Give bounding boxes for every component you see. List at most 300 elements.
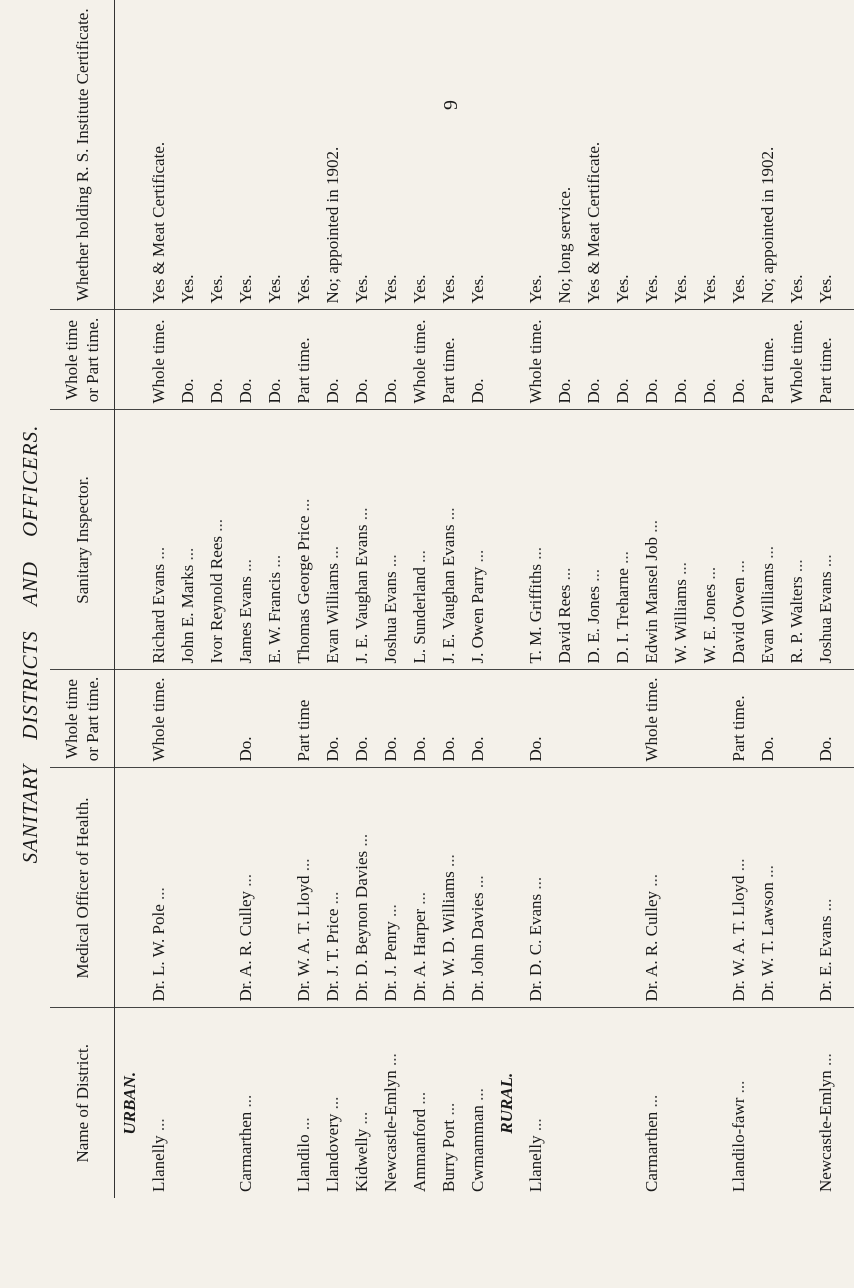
header-mo-time: Whole time or Part time.	[50, 670, 115, 768]
sanitary-inspector	[724, 410, 753, 670]
district-name	[231, 1008, 260, 1198]
sanitary-inspector-text: W. E. Jones	[700, 583, 719, 664]
district-name	[695, 1008, 724, 1198]
title-word: SANITARY	[18, 763, 42, 864]
certificate-status-text: Yes.	[729, 274, 748, 304]
leader-dots: ...	[816, 554, 835, 572]
district-name	[173, 1008, 202, 1198]
district-name	[811, 1008, 840, 1198]
mo-time-text: Do.	[410, 736, 429, 762]
table-row	[811, 0, 840, 1198]
mo-time	[144, 670, 173, 768]
si-time-text: Do.	[178, 378, 197, 404]
page-title	[18, 0, 43, 1288]
leader-dots: ...	[149, 1118, 168, 1136]
leader-dots: ...	[236, 559, 255, 577]
si-time-text: Do.	[700, 378, 719, 404]
leader-dots: ...	[816, 898, 835, 916]
sanitary-inspector-text: John E. Marks	[178, 564, 197, 664]
certificate-status-text: No; appointed in 1902.	[758, 146, 777, 304]
title-word: AND	[18, 561, 42, 607]
si-time-text: Whole time.	[526, 319, 545, 404]
si-time-text: Do.	[323, 378, 342, 404]
medical-officer	[434, 768, 463, 1008]
mo-time	[550, 670, 579, 768]
header-medical-officer: Medical Officer of Health.	[50, 768, 115, 1008]
medical-officer	[521, 768, 550, 1008]
sanitary-inspector	[173, 410, 202, 670]
district-name-text: Newcastle-Emlyn	[816, 1070, 835, 1192]
si-time-text: Do.	[352, 378, 371, 404]
mo-time	[318, 670, 347, 768]
sanitary-inspector	[637, 410, 666, 670]
certificate-status	[521, 0, 550, 310]
header-district: Name of District.	[50, 1008, 115, 1198]
district-name	[347, 1008, 376, 1198]
table-row	[695, 0, 724, 1198]
district-name	[405, 1008, 434, 1198]
certificate-status	[405, 0, 434, 310]
leader-dots: ...	[468, 875, 487, 893]
leader-dots: ...	[381, 554, 400, 572]
mo-time	[782, 670, 811, 768]
medical-officer	[405, 768, 434, 1008]
certificate-status	[811, 0, 840, 310]
certificate-status	[260, 0, 289, 310]
spacer-cell	[840, 768, 854, 1008]
sanitary-inspector-text: R. P. Walters	[787, 576, 806, 664]
certificate-status	[318, 0, 347, 310]
medical-officer-text: Dr. J. T. Price	[323, 908, 342, 1002]
medical-officer	[550, 768, 579, 1008]
sanitary-inspector	[695, 410, 724, 670]
certificate-status	[347, 0, 376, 310]
district-name	[637, 1008, 666, 1198]
certificate-status	[289, 0, 318, 310]
si-time	[260, 310, 289, 410]
empty-cell	[492, 0, 521, 310]
medical-officer	[666, 768, 695, 1008]
sanitary-inspector	[289, 410, 318, 670]
sanitary-inspector	[811, 410, 840, 670]
table-row	[434, 0, 463, 1198]
medical-officer	[289, 768, 318, 1008]
table-row	[376, 0, 405, 1198]
sanitary-inspector-text: T. M. Griffiths	[526, 564, 545, 664]
medical-officer	[144, 768, 173, 1008]
certificate-status-text: Yes.	[439, 274, 458, 304]
district-name	[144, 1008, 173, 1198]
mo-time	[289, 670, 318, 768]
si-time-text: Whole time.	[787, 319, 806, 404]
certificate-status	[550, 0, 579, 310]
medical-officer	[608, 768, 637, 1008]
medical-officer	[753, 768, 782, 1008]
district-name-text: Burry Port	[439, 1119, 458, 1192]
certificate-status-text: Yes & Meat Certificate.	[584, 141, 603, 304]
table-row	[318, 0, 347, 1198]
sanitary-inspector-text: Richard Evans	[149, 563, 168, 664]
district-name-text: Llandovery	[323, 1113, 342, 1192]
certificate-status-text: Yes & Meat Certificate.	[149, 141, 168, 304]
mo-time	[811, 670, 840, 768]
section-label-text: URBAN.	[120, 1071, 139, 1135]
medical-officer	[260, 768, 289, 1008]
table-row	[579, 0, 608, 1198]
sanitary-inspector-text: Evan Williams	[758, 562, 777, 664]
sanitary-inspector-text: L. Sunderland	[410, 567, 429, 664]
mo-time	[260, 670, 289, 768]
medical-officer	[231, 768, 260, 1008]
mo-time-text: Part time	[294, 699, 313, 762]
mo-time	[173, 670, 202, 768]
leader-dots: ...	[352, 507, 371, 525]
si-time-text: Do.	[236, 378, 255, 404]
district-name	[550, 1008, 579, 1198]
medical-officer	[376, 768, 405, 1008]
empty-cell	[115, 768, 145, 1008]
sanitary-inspector	[202, 410, 231, 670]
certificate-status-text: No; long service.	[555, 186, 574, 304]
mo-time-text: Do.	[352, 736, 371, 762]
certificate-status	[753, 0, 782, 310]
district-name	[318, 1008, 347, 1198]
table-row	[144, 0, 173, 1198]
si-time	[405, 310, 434, 410]
sanitary-inspector-text: Evan Williams	[323, 562, 342, 664]
leader-dots: ...	[787, 559, 806, 577]
medical-officer	[811, 768, 840, 1008]
leader-dots: ...	[410, 1091, 429, 1109]
sanitary-inspector-text: Joshua Evans	[381, 571, 400, 664]
certificate-status-text: Yes.	[526, 274, 545, 304]
si-time	[666, 310, 695, 410]
leader-dots: ...	[671, 562, 690, 580]
mo-time-text: Do.	[468, 736, 487, 762]
mo-time-text: Part time.	[729, 695, 748, 762]
certificate-status-text: Yes.	[700, 274, 719, 304]
si-time-text: Do.	[729, 378, 748, 404]
si-time	[318, 310, 347, 410]
si-time-text: Do.	[555, 378, 574, 404]
sanitary-inspector	[666, 410, 695, 670]
mo-time-text: Do.	[816, 736, 835, 762]
sanitary-inspector	[463, 410, 492, 670]
certificate-status	[724, 0, 753, 310]
sanitary-inspector	[579, 410, 608, 670]
table-row	[173, 0, 202, 1198]
sanitary-inspector	[782, 410, 811, 670]
medical-officer	[782, 768, 811, 1008]
leader-dots: ...	[178, 547, 197, 565]
header-row	[50, 0, 115, 1198]
leader-dots: ...	[323, 1096, 342, 1114]
mo-time	[637, 670, 666, 768]
leader-dots: ...	[410, 891, 429, 909]
medical-officer	[173, 768, 202, 1008]
table-row	[782, 0, 811, 1198]
district-name	[434, 1008, 463, 1198]
mo-time	[347, 670, 376, 768]
medical-officer-text: Dr. E. Evans	[816, 915, 835, 1002]
leader-dots: ...	[758, 545, 777, 563]
district-name-text: Carmarthen	[642, 1111, 661, 1192]
table-row	[637, 0, 666, 1198]
leader-dots: ...	[207, 519, 226, 537]
leader-dots: ...	[700, 566, 719, 584]
sanitary-inspector-text: E. W. Francis	[265, 571, 284, 664]
si-time	[521, 310, 550, 410]
district-name-text: Cwmamman	[468, 1105, 487, 1192]
leader-dots: ...	[526, 876, 545, 894]
district-name	[463, 1008, 492, 1198]
mo-time	[521, 670, 550, 768]
si-time-text: Part time.	[439, 337, 458, 404]
si-time-text: Do.	[265, 378, 284, 404]
sanitary-inspector-text: Joshua Evans	[816, 571, 835, 664]
leader-dots: ...	[439, 1102, 458, 1120]
empty-cell	[492, 410, 521, 670]
leader-dots: ...	[236, 873, 255, 891]
medical-officer-text: Dr. A. Harper	[410, 908, 429, 1002]
si-time-text: Do.	[671, 378, 690, 404]
leader-dots: ...	[729, 1080, 748, 1098]
empty-cell	[115, 670, 145, 768]
section-label-text: RURAL.	[497, 1072, 516, 1134]
table-row	[405, 0, 434, 1198]
certificate-status-text: Yes.	[352, 274, 371, 304]
empty-cell	[492, 310, 521, 410]
section-row	[115, 0, 145, 1198]
mo-time	[463, 670, 492, 768]
certificate-status	[144, 0, 173, 310]
medical-officer-text: Dr. L. W. Pole	[149, 904, 168, 1002]
district-name	[260, 1008, 289, 1198]
sanitary-inspector	[376, 410, 405, 670]
si-time-text: Do.	[468, 378, 487, 404]
leader-dots: ...	[816, 1053, 835, 1071]
leader-dots: ...	[294, 1117, 313, 1135]
certificate-status	[376, 0, 405, 310]
certificate-status-text: Yes.	[787, 274, 806, 304]
certificate-status	[173, 0, 202, 310]
si-time	[695, 310, 724, 410]
certificate-status	[695, 0, 724, 310]
header-si-time: Whole time or Part time.	[50, 310, 115, 410]
certificate-status	[637, 0, 666, 310]
empty-cell	[492, 768, 521, 1008]
district-name	[782, 1008, 811, 1198]
si-time-text: Do.	[642, 378, 661, 404]
leader-dots: ...	[381, 1053, 400, 1071]
si-time	[782, 310, 811, 410]
leader-dots: ...	[642, 519, 661, 537]
table-row	[724, 0, 753, 1198]
si-time	[463, 310, 492, 410]
leader-dots: ...	[526, 547, 545, 565]
spacer-cell	[840, 0, 854, 310]
table-row	[608, 0, 637, 1198]
medical-officer-text: Dr. W. T. Lawson	[758, 882, 777, 1002]
leader-dots: ...	[613, 551, 632, 569]
empty-cell	[115, 410, 145, 670]
mo-time	[434, 670, 463, 768]
district-name	[579, 1008, 608, 1198]
sanitary-inspector-text: J. Owen Parry	[468, 566, 487, 664]
sanitary-inspector	[608, 410, 637, 670]
si-time-text: Do.	[381, 378, 400, 404]
leader-dots: ...	[236, 1094, 255, 1112]
sanitary-inspector	[405, 410, 434, 670]
si-time-text: Whole time.	[410, 319, 429, 404]
certificate-status	[434, 0, 463, 310]
sanitary-inspector-text: W. Williams	[671, 579, 690, 664]
certificate-status-text: Yes.	[642, 274, 661, 304]
leader-dots: ...	[468, 1088, 487, 1106]
leader-dots: ...	[352, 833, 371, 851]
district-name	[666, 1008, 695, 1198]
table-row	[231, 0, 260, 1198]
leader-dots: ...	[642, 1094, 661, 1112]
leader-dots: ...	[468, 549, 487, 567]
district-name	[608, 1008, 637, 1198]
district-name-text: Llandilo-fawr	[729, 1097, 748, 1192]
section-row	[492, 0, 521, 1198]
certificate-status-text: Yes.	[468, 274, 487, 304]
empty-cell	[115, 310, 145, 410]
mo-time-text: Do.	[323, 736, 342, 762]
medical-officer-text: Dr. John Davies	[468, 892, 487, 1002]
si-time-text: Do.	[584, 378, 603, 404]
sanitary-inspector	[231, 410, 260, 670]
mo-time-text: Do.	[758, 736, 777, 762]
si-time-text: Whole time.	[149, 319, 168, 404]
sanitary-inspector	[260, 410, 289, 670]
certificate-status-text: No; appointed in 1902.	[323, 146, 342, 304]
district-name-text: Llandilo	[294, 1134, 313, 1192]
header-inspector: Sanitary Inspector.	[50, 410, 115, 670]
medical-officer	[637, 768, 666, 1008]
medical-officer-text: Dr. A. R. Culley	[642, 890, 661, 1002]
certificate-status	[202, 0, 231, 310]
certificate-status-text: Yes.	[613, 274, 632, 304]
si-time-text: Do.	[613, 378, 632, 404]
certificate-status-text: Yes.	[671, 274, 690, 304]
medical-officer	[695, 768, 724, 1008]
mo-time	[724, 670, 753, 768]
spacer-cell	[840, 310, 854, 410]
spacer-row	[840, 0, 854, 1198]
medical-officer-text: Dr. A. R. Culley	[236, 890, 255, 1002]
si-time	[144, 310, 173, 410]
leader-dots: ...	[323, 545, 342, 563]
spacer-cell	[840, 1008, 854, 1198]
table-body	[115, 0, 854, 1198]
certificate-status-text: Yes.	[410, 274, 429, 304]
medical-officer	[202, 768, 231, 1008]
leader-dots: ...	[294, 858, 313, 876]
mo-time	[695, 670, 724, 768]
district-name	[376, 1008, 405, 1198]
district-name	[521, 1008, 550, 1198]
leader-dots: ...	[410, 550, 429, 568]
mo-time-text: Whole time.	[149, 677, 168, 762]
si-time-text: Do.	[207, 378, 226, 404]
empty-cell	[115, 0, 145, 310]
district-name	[753, 1008, 782, 1198]
mo-time	[376, 670, 405, 768]
district-name-text: Kidwelly	[352, 1128, 371, 1192]
section-label	[115, 1008, 145, 1198]
sanitary-inspector	[144, 410, 173, 670]
leader-dots: ...	[323, 891, 342, 909]
medical-officer-text: Dr. D. Beynon Davies	[352, 850, 371, 1002]
medical-officer-text: Dr. J. Penry	[381, 921, 400, 1002]
table-row	[463, 0, 492, 1198]
mo-time-text: Do.	[236, 736, 255, 762]
sanitary-inspector-text: David Owen	[729, 577, 748, 664]
mo-time	[666, 670, 695, 768]
certificate-status	[231, 0, 260, 310]
sanitary-inspector-text: D. I. Treharne	[613, 568, 632, 664]
si-time	[753, 310, 782, 410]
mo-time	[608, 670, 637, 768]
leader-dots: ...	[439, 507, 458, 525]
leader-dots: ...	[642, 873, 661, 891]
sanitary-inspector-text: Edwin Mansel Job	[642, 536, 661, 664]
si-time	[724, 310, 753, 410]
si-time	[608, 310, 637, 410]
leader-dots: ...	[381, 904, 400, 922]
sanitary-inspector-text: Ivor Reynold Rees	[207, 536, 226, 664]
mo-time	[753, 670, 782, 768]
si-time	[579, 310, 608, 410]
spacer-cell	[840, 410, 854, 670]
sanitary-inspector	[434, 410, 463, 670]
si-time	[347, 310, 376, 410]
title-word: OFFICERS.	[18, 424, 42, 537]
leader-dots: ...	[265, 554, 284, 572]
leader-dots: ...	[526, 1118, 545, 1136]
table-row	[666, 0, 695, 1198]
leader-dots: ...	[149, 546, 168, 564]
district-name-text: Llanelly	[526, 1135, 545, 1192]
mo-time-text: Do.	[439, 736, 458, 762]
sanitary-inspector-text: James Evans	[236, 576, 255, 664]
title-word: DISTRICTS	[18, 630, 42, 740]
mo-time-text: Do.	[381, 736, 400, 762]
si-time	[376, 310, 405, 410]
empty-cell	[492, 670, 521, 768]
sanitary-inspector	[550, 410, 579, 670]
medical-officer-text: Dr. W. D. Williams	[439, 871, 458, 1002]
leader-dots: ...	[555, 567, 574, 585]
sanitary-inspector	[753, 410, 782, 670]
certificate-status-text: Yes.	[265, 274, 284, 304]
certificate-status-text: Yes.	[816, 274, 835, 304]
sanitary-inspector-text: J. E. Vaughan Evans	[352, 524, 371, 664]
district-name-text: Llanelly	[149, 1135, 168, 1192]
district-name	[289, 1008, 318, 1198]
certificate-status-text: Yes.	[178, 274, 197, 304]
page-number: 9	[440, 100, 462, 110]
table-row	[521, 0, 550, 1198]
si-time	[231, 310, 260, 410]
mo-time	[231, 670, 260, 768]
district-name-text: Newcastle-Emlyn	[381, 1070, 400, 1192]
sanitary-inspector-text: D. E. Jones	[584, 586, 603, 664]
leader-dots: ...	[294, 498, 313, 516]
